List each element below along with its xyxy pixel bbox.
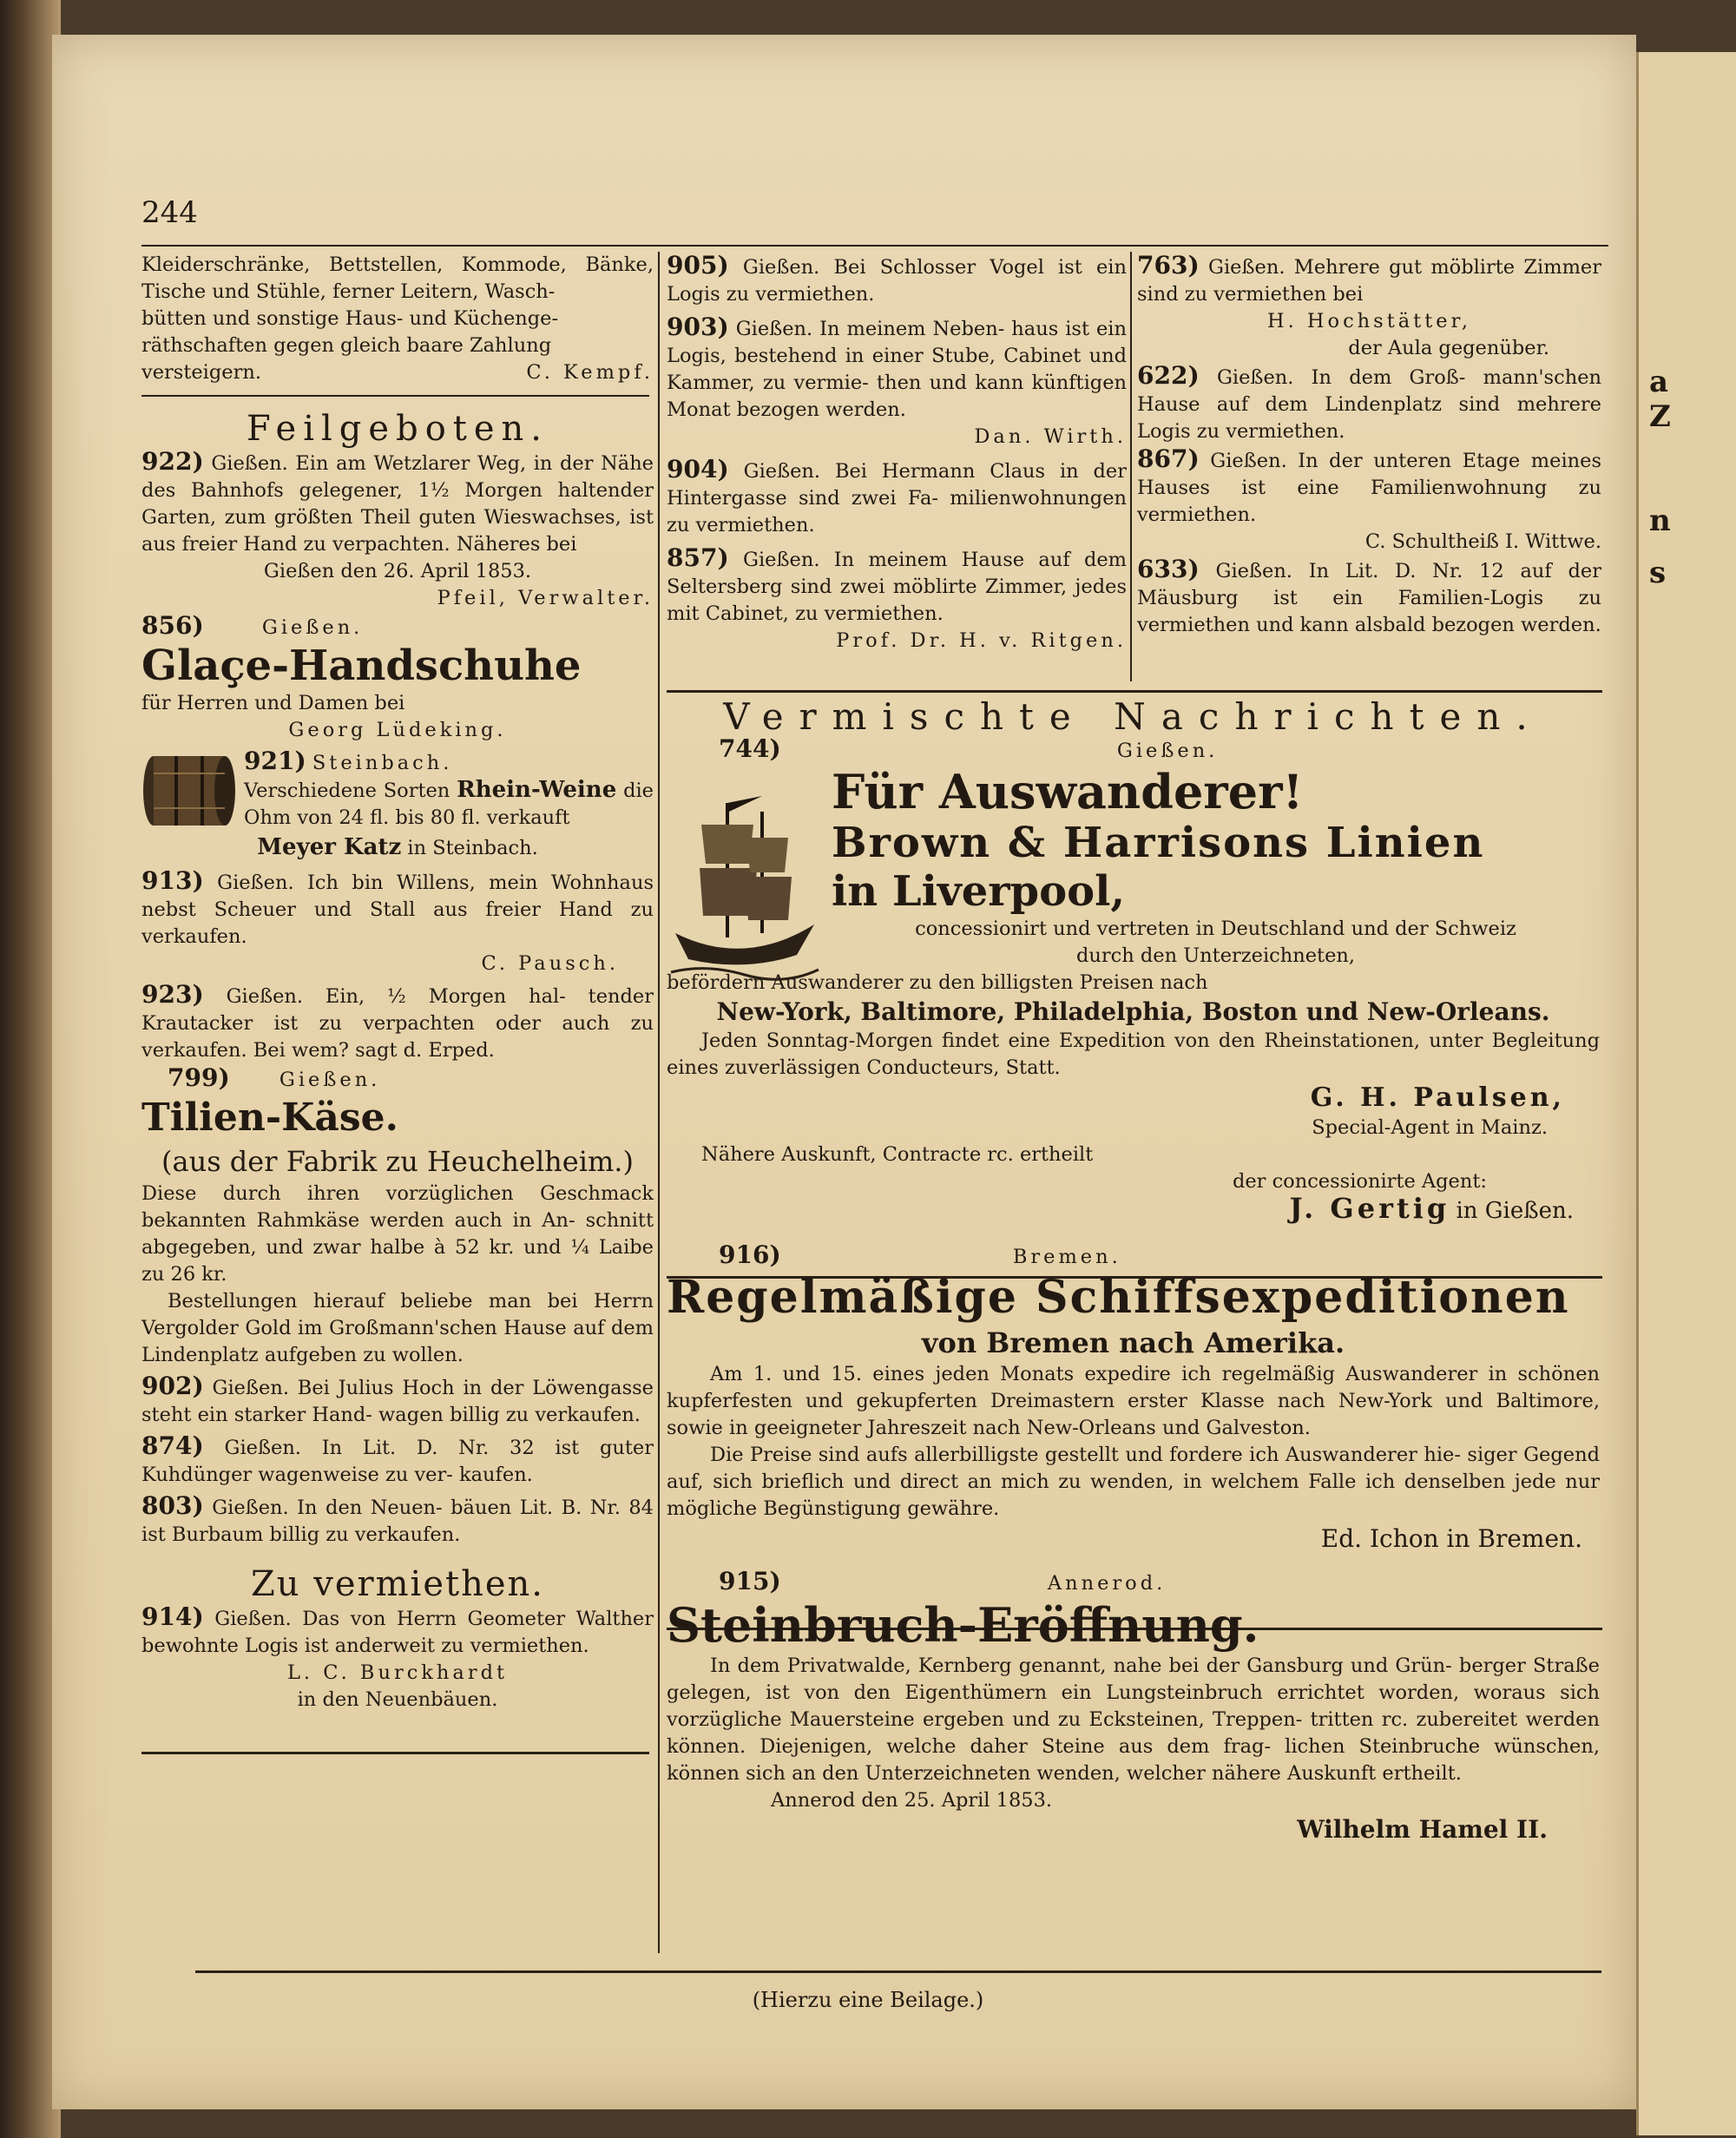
ad-text: Am 1. und 15. eines jeden Monats expedire ich regelmäßig Auswanderer in schönen kupferfesten und gekupferten Dreimastern erster Klasse nach New-York und Baltimore, sowie in geeigneter Jahreszeit nach New-Orleans und Galveston. (667, 1363, 1600, 1439)
ad-text: Nähere Auskunft, Contracte rc. ertheilt (701, 1143, 1094, 1166)
signature: C. Pausch. (481, 952, 619, 975)
ad-text: In dem Privatwalde, Kernberg genannt, nahe bei der Gansburg und Grün- berger Straße gelegen, ist von den Eigenthümern ein Lungsteinbruch errichtet worden, woraus sich vorzügliche Mauersteine ergeben und zu Ecksteinen, Treppen- tritten rc. zubereitet werden können. Diejenigen, welche daher Steine aus dem frag- lichen Steinbruche wünschen, können sich an den Unterzeichneten wenden, welcher nähere Auskunft ertheilt. (667, 1654, 1600, 1785)
ad-763 (1137, 252, 1601, 308)
ad-title: Für Auswanderer! (832, 764, 1304, 819)
ad-text: Gießen. In Lit. D. Nr. 12 auf der Mäusburg ist ein Familien-Logis zu vermiethen und kann alsbald bezogen werden. (1137, 560, 1601, 636)
ad-text: Diese durch ihren vorzüglichen Geschmack bekannten Rahmkäse werden auch in An- schnitt abgegeben, und zwar halbe à 52 kr. und ¼ Laibe zu 26 kr. (141, 1182, 654, 1286)
ad-text: Gießen. Ein am Wetzlarer Weg, in der Nähe des Bahnhofs gelegener, 1½ Morgen haltender Garten, zum größten Theil guten Wieswachses, ist aus freier Hand zu verpachten. Näheres bei (141, 452, 654, 556)
ad-text: Die Preise sind aufs allerbilligste gestellt und fordere ich Auswanderer hie- siger Gegend auf, sich brieflich und direct an mich zu wenden, in welchem Falle ich denselben jede nur mögliche Begünstigung gewähre. (667, 1444, 1600, 1520)
ad-text: Gießen. Bei Schlosser Vogel ist ein Logis zu vermiethen. (667, 256, 1127, 306)
facing-page-fragment: a (1649, 365, 1669, 399)
page-number: 244 (141, 195, 198, 230)
facing-page-edge (1636, 52, 1736, 2135)
ad-914 (141, 1603, 654, 1660)
text-line: bütten und sonstige Haus- und Küchenge- (141, 307, 559, 330)
ad-title: Tilien-Käse. (141, 1095, 398, 1140)
ad-905 (667, 252, 1127, 308)
ad-number: 763) (1137, 251, 1200, 280)
signature: C. Schultheiß I. Wittwe. (1364, 530, 1601, 553)
signature: Ed. Ichon in Bremen. (1320, 1524, 1582, 1553)
ad-text: für Herren und Damen bei (141, 692, 405, 714)
ad-text: durch den Unterzeichneten, (1075, 944, 1356, 967)
ad-number: 915) (719, 1567, 781, 1595)
ad-903 (667, 313, 1127, 424)
signature: G. H. Paulsen, (1310, 1082, 1565, 1113)
ad-subtitle: von Bremen nach Amerika. (921, 1326, 1345, 1359)
column-1 (141, 252, 654, 1714)
ad-text: Gießen. Bei Julius Hoch in der Löwengasse steht ein starker Hand- wagen billig zu verkaufen. (141, 1377, 654, 1426)
signature-sub: Special-Agent in Mainz. (1312, 1116, 1548, 1139)
ad-874 (141, 1432, 654, 1489)
ad-place: Gießen. (1116, 740, 1219, 762)
ad-text: Gießen. In meinem Neben- haus ist ein Logis, bestehend in einer Stube, Cabinet und Kammer, zu vermie- then und kann künftigen Monat bezogen werden. (667, 318, 1127, 421)
text-line (141, 834, 654, 862)
signature: Wilhelm Hamel II. (1297, 1815, 1548, 1844)
rule (141, 1752, 649, 1754)
section-heading: Vermischte Nachrichten. (723, 695, 1543, 738)
rule (667, 690, 1602, 693)
ad-text: Gießen. In der unteren Etage meines Hauses ist eine Familienwohnung zu vermiethen. (1137, 450, 1601, 526)
ad-number: 856) (141, 611, 204, 640)
text-line: räthschaften gegen gleich baare Zahlung (141, 334, 552, 357)
ad-number: 803) (141, 1491, 204, 1520)
ad-number: 913) (141, 866, 204, 895)
ad-867 (1137, 445, 1601, 529)
ad-text: Gießen. Mehrere gut möblirte Zimmer sind zu vermiethen bei (1137, 256, 1601, 306)
ad-633 (1137, 556, 1601, 639)
text-line (667, 1192, 1600, 1226)
ad-place: Gießen. (279, 1069, 381, 1091)
ad-number: 916) (719, 1240, 781, 1269)
ad-text: Gießen. Ein, ½ Morgen hal- tender Krautacker ist zu verpachten oder auch zu verkaufen. Bei wem? sagt d. Erped. (141, 985, 654, 1062)
ad-number: 874) (141, 1431, 204, 1460)
ad-902 (141, 1372, 654, 1429)
ad-date: Gießen den 26. April 1853. (263, 560, 532, 582)
ad-number: 867) (1137, 444, 1200, 473)
sailing-ship-icon (667, 786, 823, 985)
ad-cities: New-York, Baltimore, Philadelphia, Boston und New-Orleans. (716, 997, 1550, 1026)
ad-title: Regelmäßige Schiffsexpeditionen (667, 1271, 1570, 1324)
ad-subtitle: (aus der Fabrik zu Heuchelheim.) (161, 1145, 634, 1178)
ad-text: die Ohm von 24 fl. bis 80 fl. verkauft (244, 780, 654, 829)
ad-number: 633) (1137, 555, 1200, 583)
ad-number: 744) (719, 734, 781, 763)
facing-page-fragment: Z (1649, 399, 1671, 434)
footer-note: (Hierzu eine Beilage.) (752, 1988, 984, 2012)
signature: Georg Lüdeking. (288, 719, 507, 741)
signature-sub: der Aula gegenüber. (1348, 337, 1549, 359)
ad-text: Gießen. Bei Hermann Claus in der Hintergasse sind zwei Fa- milienwohnungen zu vermiethen. (667, 460, 1127, 536)
signature: C. Kempf. (526, 361, 654, 384)
text: versteigern. (141, 361, 261, 384)
ad-text: der concessionirte Agent: (1232, 1170, 1487, 1193)
ad-text: Gießen. In Lit. D. Nr. 32 ist guter Kuhdünger wagenweise zu ver- kaufen. (141, 1437, 654, 1486)
signature: L. C. Burckhardt (286, 1661, 509, 1684)
ad-place: Bremen. (1012, 1246, 1121, 1268)
ad-857 (667, 544, 1127, 628)
ad-text: Jeden Sonntag-Morgen findet eine Expedition von den Rheinstationen, unter Begleitung eines zuverlässigen Conducteurs, Statt. (667, 1030, 1600, 1079)
ad-number: 857) (667, 543, 729, 572)
ad-number: 904) (667, 455, 729, 484)
ad-title: Steinbruch-Eröffnung. (667, 1597, 1259, 1653)
ad-place: Steinbach. (312, 752, 453, 774)
ad-highlight: Rhein-Weine (457, 777, 617, 803)
ad-number: 902) (141, 1372, 204, 1400)
signature: H. Hochstätter, (1266, 310, 1472, 332)
text-line (667, 1241, 1600, 1271)
ad-text: Gießen. Ich bin Willens, mein Wohnhaus nebst Scheuer und Stall aus freier Hand zu verkaufen. (141, 872, 654, 948)
column-divider-1 (658, 252, 660, 1953)
ad-text: Verschiedene Sorten (244, 780, 450, 802)
ad-text: Gießen. In meinem Hause auf dem Seltersberg sind zwei möblirte Zimmer, jedes mit Cabinet, zu vermiethen. (667, 549, 1127, 625)
ad-date: Annerod den 25. April 1853. (771, 1789, 1053, 1812)
signature: Meyer Katz (257, 834, 402, 860)
section-heading: Zu vermiethen. (250, 1564, 545, 1604)
ad-913 (141, 867, 654, 951)
ad-744-header (832, 765, 1600, 970)
ad-text: befördern Auswanderer zu den billigsten Preisen nach (667, 971, 1208, 994)
signature-sub: in den Neuenbäuen. (297, 1688, 498, 1711)
ad-803 (141, 1492, 654, 1549)
column-2 (667, 252, 1127, 655)
barrel-icon (141, 747, 237, 834)
ad-text: Gießen. In dem Groß- mann'schen Hause auf dem Lindenplatz sind mehrere Logis zu vermiethen. (1137, 366, 1601, 443)
ad-number: 903) (667, 312, 729, 341)
signature: Dan. Wirth. (974, 425, 1127, 448)
ad-number: 923) (141, 980, 204, 1009)
ad-799 (141, 1064, 654, 1094)
signature: Pfeil, Verwalter. (437, 587, 654, 609)
section-heading: Feilgeboten. (246, 409, 549, 449)
ad-number: 905) (667, 251, 729, 280)
facing-page-fragment: n (1649, 503, 1671, 538)
ad-subtitle: Brown & Harrisons Linien (832, 819, 1485, 867)
ad-number: 622) (1137, 361, 1200, 390)
ad-text: Gießen. Das von Herrn Geometer Walther bewohnte Logis ist anderweit zu vermiethen. (141, 1608, 654, 1657)
text-line (667, 1568, 1600, 1597)
ad-921 (141, 747, 654, 834)
ad-subtitle: in Liverpool, (832, 867, 1126, 916)
ad-922 (141, 448, 654, 558)
ad-text: Bestellungen hierauf beliebe man bei Herrn Vergolder Gold im Großmann'schen Hause auf dem Lindenplatz aufgeben zu wollen. (141, 1290, 654, 1366)
ad-text: Gießen. In den Neuen- bäuen Lit. B. Nr. 84 ist Burbaum billig zu verkaufen. (141, 1497, 654, 1546)
ad-904 (667, 456, 1127, 539)
ad-place: Annerod. (1047, 1572, 1167, 1595)
ad-text: concessionirt und vertreten in Deutschland und der Schweiz (915, 918, 1516, 940)
bottom-rule (195, 1970, 1601, 1973)
top-rule (141, 245, 1608, 247)
ad-title: Glaçe-Handschuhe (141, 641, 582, 690)
facing-page-fragment: s (1649, 556, 1667, 590)
text-line: Kleiderschränke, Bettstellen, Kommode, Bänke, Tische und Stühle, ferner Leitern, Wasch- (141, 253, 654, 303)
ad-place: Gießen. (261, 616, 364, 639)
ad-number: 921) (244, 747, 306, 775)
ad-622 (1137, 362, 1601, 445)
text: in Steinbach. (407, 837, 538, 859)
ad-923 (141, 981, 654, 1064)
ad-number: 922) (141, 447, 204, 476)
text-line (667, 735, 1600, 765)
text-line (141, 359, 654, 386)
signature-sub: in Gießen. (1456, 1198, 1574, 1224)
ad-number: 914) (141, 1602, 204, 1631)
signature: J. Gertig (1289, 1192, 1450, 1225)
column-3 (1137, 252, 1601, 639)
column-divider-2 (1130, 252, 1132, 681)
ad-856 (141, 612, 654, 641)
ad-number: 799) (168, 1063, 230, 1092)
signature: Prof. Dr. H. v. Ritgen. (836, 629, 1127, 652)
